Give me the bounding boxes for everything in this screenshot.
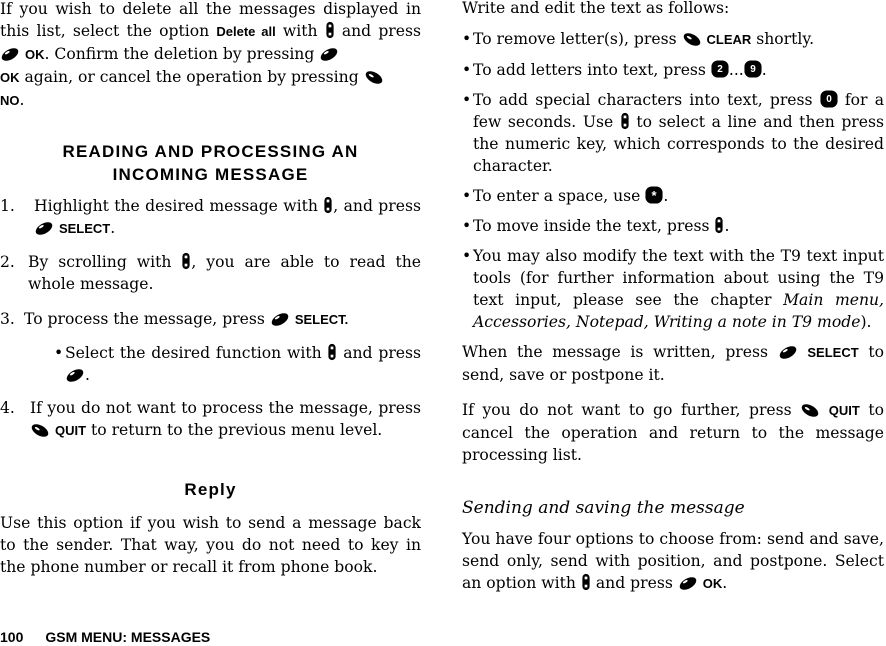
step-4: 4. If you do not want to process the message, press QUIT to return to the previous menu level. <box>0 399 421 439</box>
softkey-clear-icon <box>30 423 50 438</box>
scroll-key-icon <box>327 343 337 361</box>
bullet-t9-tools: • You may also modify the text with the T9 text input tools (for further information about using the T9 text input, please see the chapter Main menu, Accessories, Notepad, Writing a note in T9 mode). <box>462 247 884 331</box>
softkey-ok-icon <box>0 47 20 62</box>
bullet-add-letters: • To add letters into text, press 2 ... 9 . <box>462 61 767 79</box>
page-number: 100 <box>0 629 24 645</box>
paragraph-message-written: When the message is written, press SELECT to send, save or postpone it. <box>462 343 884 384</box>
scroll-key-icon <box>323 196 333 214</box>
key-0-icon <box>820 90 838 108</box>
paragraph-send-options: You have four options to choose from: send and save, send only, send with position, and postpone. Select an option with and press OK. <box>462 530 884 592</box>
left-column <box>0 0 421 578</box>
step-1: 1. Highlight the desired message with , and press SELECT. <box>0 197 421 237</box>
delete-all-option: Delete all <box>216 24 276 39</box>
bullet-move-inside: • To move inside the text, press . <box>462 217 730 235</box>
bullet-special-characters: • To add special characters into text, press 0 for a few seconds. Use to select a line and then press the numeric key, which corresponds to the desired character. <box>462 91 884 175</box>
softkey-ok-icon <box>65 368 85 383</box>
step-2: 2. By scrolling with , you are able to read the whole message. <box>0 253 421 293</box>
intro-paragraph: If you wish to delete all the messages displayed in this list, select the option Delete all with and press OK. Confirm the deletion by pressing OK again, or cancel the operation by pressing NO. <box>0 0 421 109</box>
footer-section-title: GSM MENU: MESSAGES <box>45 629 211 645</box>
scroll-key-icon <box>325 21 335 39</box>
page-footer <box>0 629 232 645</box>
section-heading-reply: Reply <box>184 480 237 499</box>
key-2-abc-icon <box>711 60 729 78</box>
step-3-bullet: • Select the desired function with and press . <box>54 344 422 384</box>
softkey-ok-icon <box>319 47 339 62</box>
step-3: 3. To process the message, press SELECT. <box>0 310 349 328</box>
svg-text:2: 2 <box>717 64 723 75</box>
subheading-sending-saving: Sending and saving the message <box>462 498 745 518</box>
svg-text:9: 9 <box>749 64 756 75</box>
softkey-ok-icon <box>34 221 54 236</box>
edit-intro: Write and edit the text as follows: <box>462 0 730 17</box>
svg-text:*: * <box>651 188 657 203</box>
bullet-remove-letters: • To remove letter(s), press CLEAR shortly. <box>462 30 815 48</box>
softkey-ok-icon <box>778 345 798 360</box>
softkey-clear-icon <box>800 403 820 418</box>
paragraph-cancel: If you do not want to go further, press QUIT to cancel the operation and return to the message processing list. <box>462 401 884 464</box>
softkey-clear-icon <box>364 70 384 85</box>
scroll-key-icon <box>181 252 191 270</box>
key-9-wxyz-icon <box>744 60 762 78</box>
bullet-space: • To enter a space, use * . <box>462 187 669 205</box>
right-column <box>462 0 884 595</box>
scroll-key-icon <box>620 112 630 130</box>
chapter-reference: Main menu, Accessories, Notepad, Writing a note in T9 mode <box>473 291 884 331</box>
scroll-key-icon <box>714 216 724 234</box>
section-heading-reading: READING AND PROCESSING AN INCOMING MESSAGE <box>62 142 359 184</box>
scroll-key-icon <box>581 573 591 591</box>
softkey-ok-icon <box>678 576 698 591</box>
svg-text:0: 0 <box>825 94 832 105</box>
softkey-ok-icon <box>270 312 290 327</box>
softkey-clear-icon <box>682 32 702 47</box>
reply-paragraph: Use this option if you wish to send a message back to the sender. That way, you do not need to key in the phone number or recall it from phone book. <box>0 514 421 576</box>
key-star-icon <box>645 186 663 204</box>
